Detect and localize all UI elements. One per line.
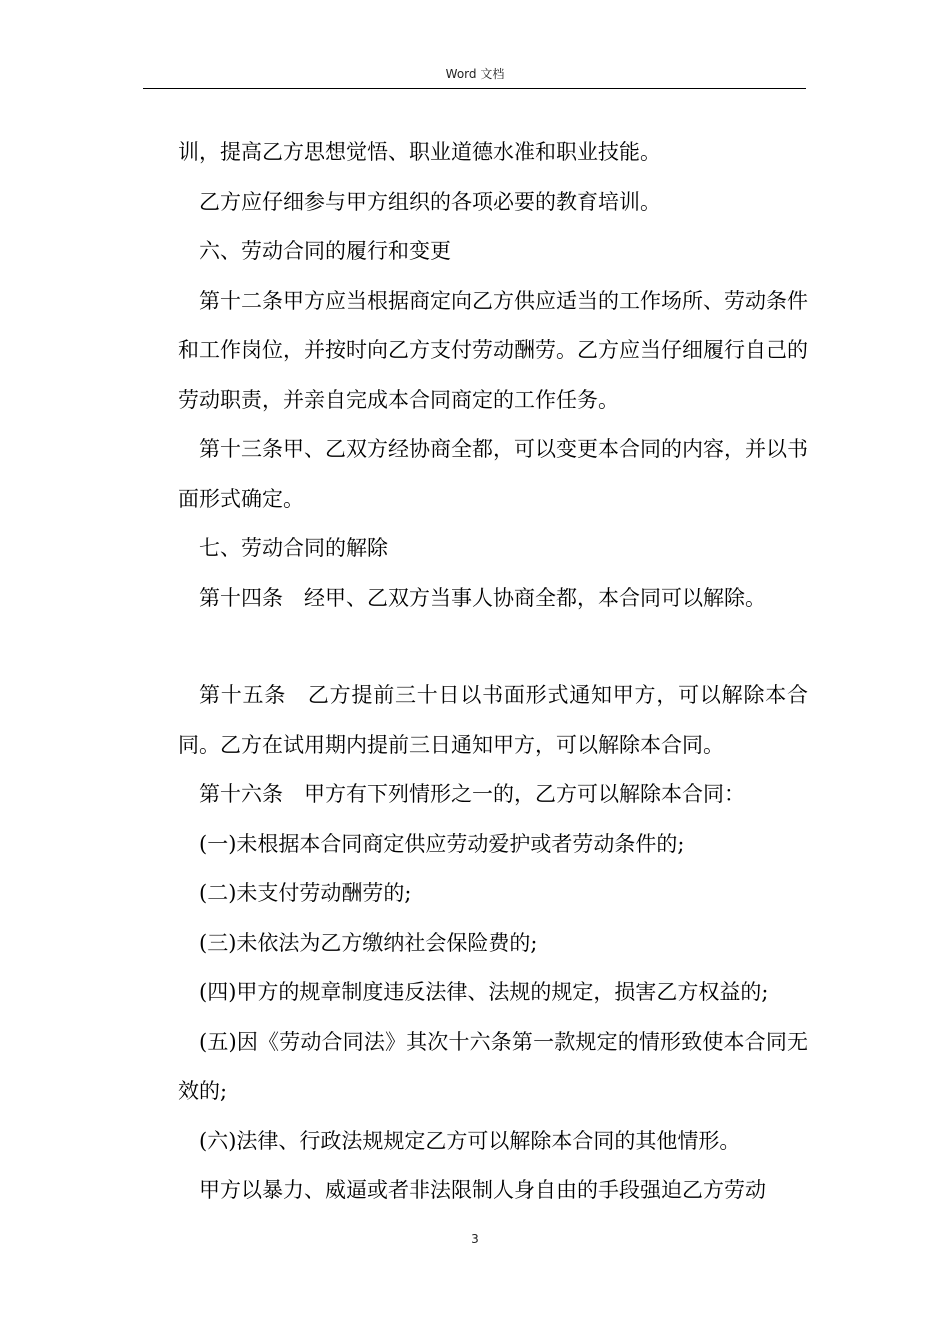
article-16: 第十六条 甲方有下列情形之一的，乙方可以解除本合同： <box>199 782 745 806</box>
page-number: 3 <box>471 1232 479 1246</box>
document-body <box>178 128 808 1216</box>
section-heading-7: 七、劳动合同的解除 <box>199 536 388 560</box>
list-item-4: (四)甲方的规章制度违反法律、法规的规定，损害乙方权益的; <box>199 980 769 1004</box>
article-13: 第十三条甲、乙双方经协商全都，可以变更本合同的内容，并以书面形式确定。 <box>178 437 808 511</box>
header-divider <box>143 88 806 89</box>
paragraph-continuation: 训，提高乙方思想觉悟、职业道德水准和职业技能。 <box>178 140 661 164</box>
list-item-3: (三)未依法为乙方缴纳社会保险费的; <box>199 930 538 955</box>
page-header: Word 文档 <box>445 67 505 81</box>
list-item-5: (五)因《劳动合同法》其次十六条第一款规定的情形致使本合同无效的; <box>178 1029 808 1103</box>
article-12: 第十二条甲方应当根据商定向乙方供应适当的工作场所、劳动条件和工作岗位，并按时向乙方支付劳动酬劳。乙方应当仔细履行自己的劳动职责，并亲自完成本合同商定的工作任务。 <box>178 288 808 412</box>
list-item-6: (六)法律、行政法规规定乙方可以解除本合同的其他情形。 <box>199 1128 741 1153</box>
list-item-1: (一)未根据本合同商定供应劳动爱护或者劳动条件的; <box>199 831 685 856</box>
list-item-2: (二)未支付劳动酬劳的; <box>199 881 412 905</box>
section-heading-6: 六、劳动合同的履行和变更 <box>199 239 451 263</box>
article-14: 第十四条 经甲、乙双方当事人协商全都，本合同可以解除。 <box>199 585 766 610</box>
paragraph-coercion: 甲方以暴力、威逼或者非法限制人身自由的手段强迫乙方劳动 <box>199 1178 766 1202</box>
paragraph-training: 乙方应仔细参与甲方组织的各项必要的教育培训。 <box>199 189 661 214</box>
article-15: 第十五条 乙方提前三十日以书面形式通知甲方，可以解除本合同。乙方在试用期内提前三日通知甲方，可以解除本合同。 <box>178 683 808 757</box>
